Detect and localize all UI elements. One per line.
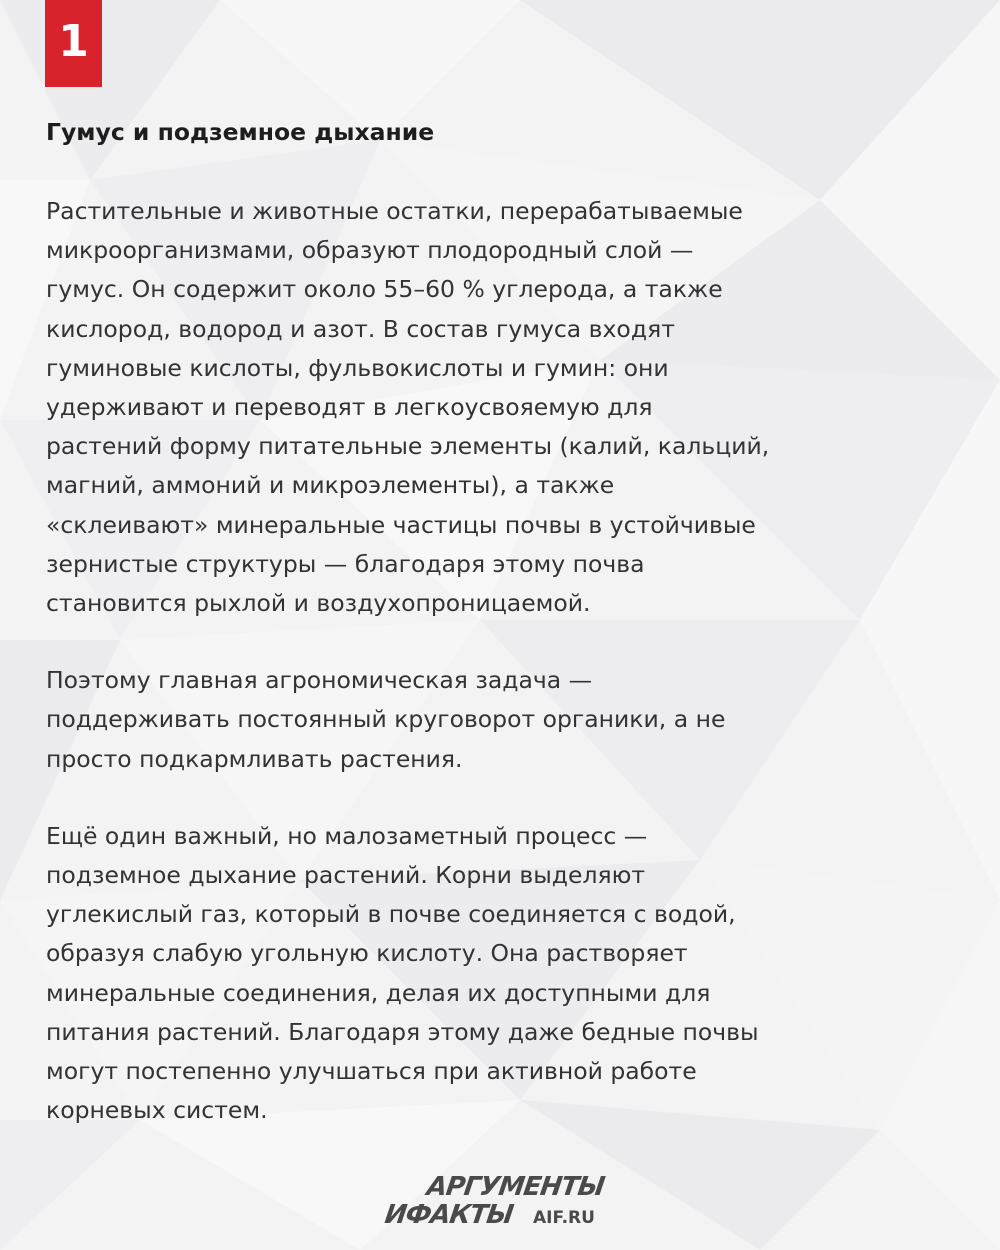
- logo-line-1: АРГУМЕНТЫ: [424, 1172, 606, 1202]
- logo-line-2: ИФАКТЫ: [382, 1200, 515, 1230]
- paragraph-3: Ещё один важный, но малозаметный процесс — подземное дыхание растений. Корни выделяют углекислый газ, который в почве соединяется с водой, образуя слабую угольную кислоту. Она растворяет минеральные соединения, делая их доступными для питания растений. Благодаря этому даже бедные почвы могут постепенно улучшаться при активной работе корневых систем.: [46, 821, 759, 1125]
- logo-site: AIF.RU: [533, 1208, 595, 1228]
- paragraph-2: Поэтому главная агрономическая задача — поддерживать постоянный круговорот органики, а не просто подкармливать растения.: [46, 666, 726, 773]
- article: [46, 112, 956, 1168]
- page-number: 1: [58, 16, 89, 67]
- paragraph-1: Растительные и животные остатки, перерабатываемые микроорганизмами, образуют плодородный слой — гумус. Он содержит около 55–60 % углерода, а также кислород, водород и азот. В состав гумуса входят гуминовые кислоты, фульвокислоты и гумин: они удерживают и переводят в легкоусвояемую для растений форму питательные элементы (калий, кальций, магний, аммоний и микроэлементы), а также «склеивают» минеральные частицы почвы в устойчивые зернистые структуры — благодаря этому почва становится рыхлой и воздухопроницаемой.: [46, 197, 770, 618]
- article-title: Гумус и подземное дыхание: [46, 118, 435, 146]
- aif-logo: [382, 1172, 645, 1232]
- page-number-badge: [45, 0, 102, 87]
